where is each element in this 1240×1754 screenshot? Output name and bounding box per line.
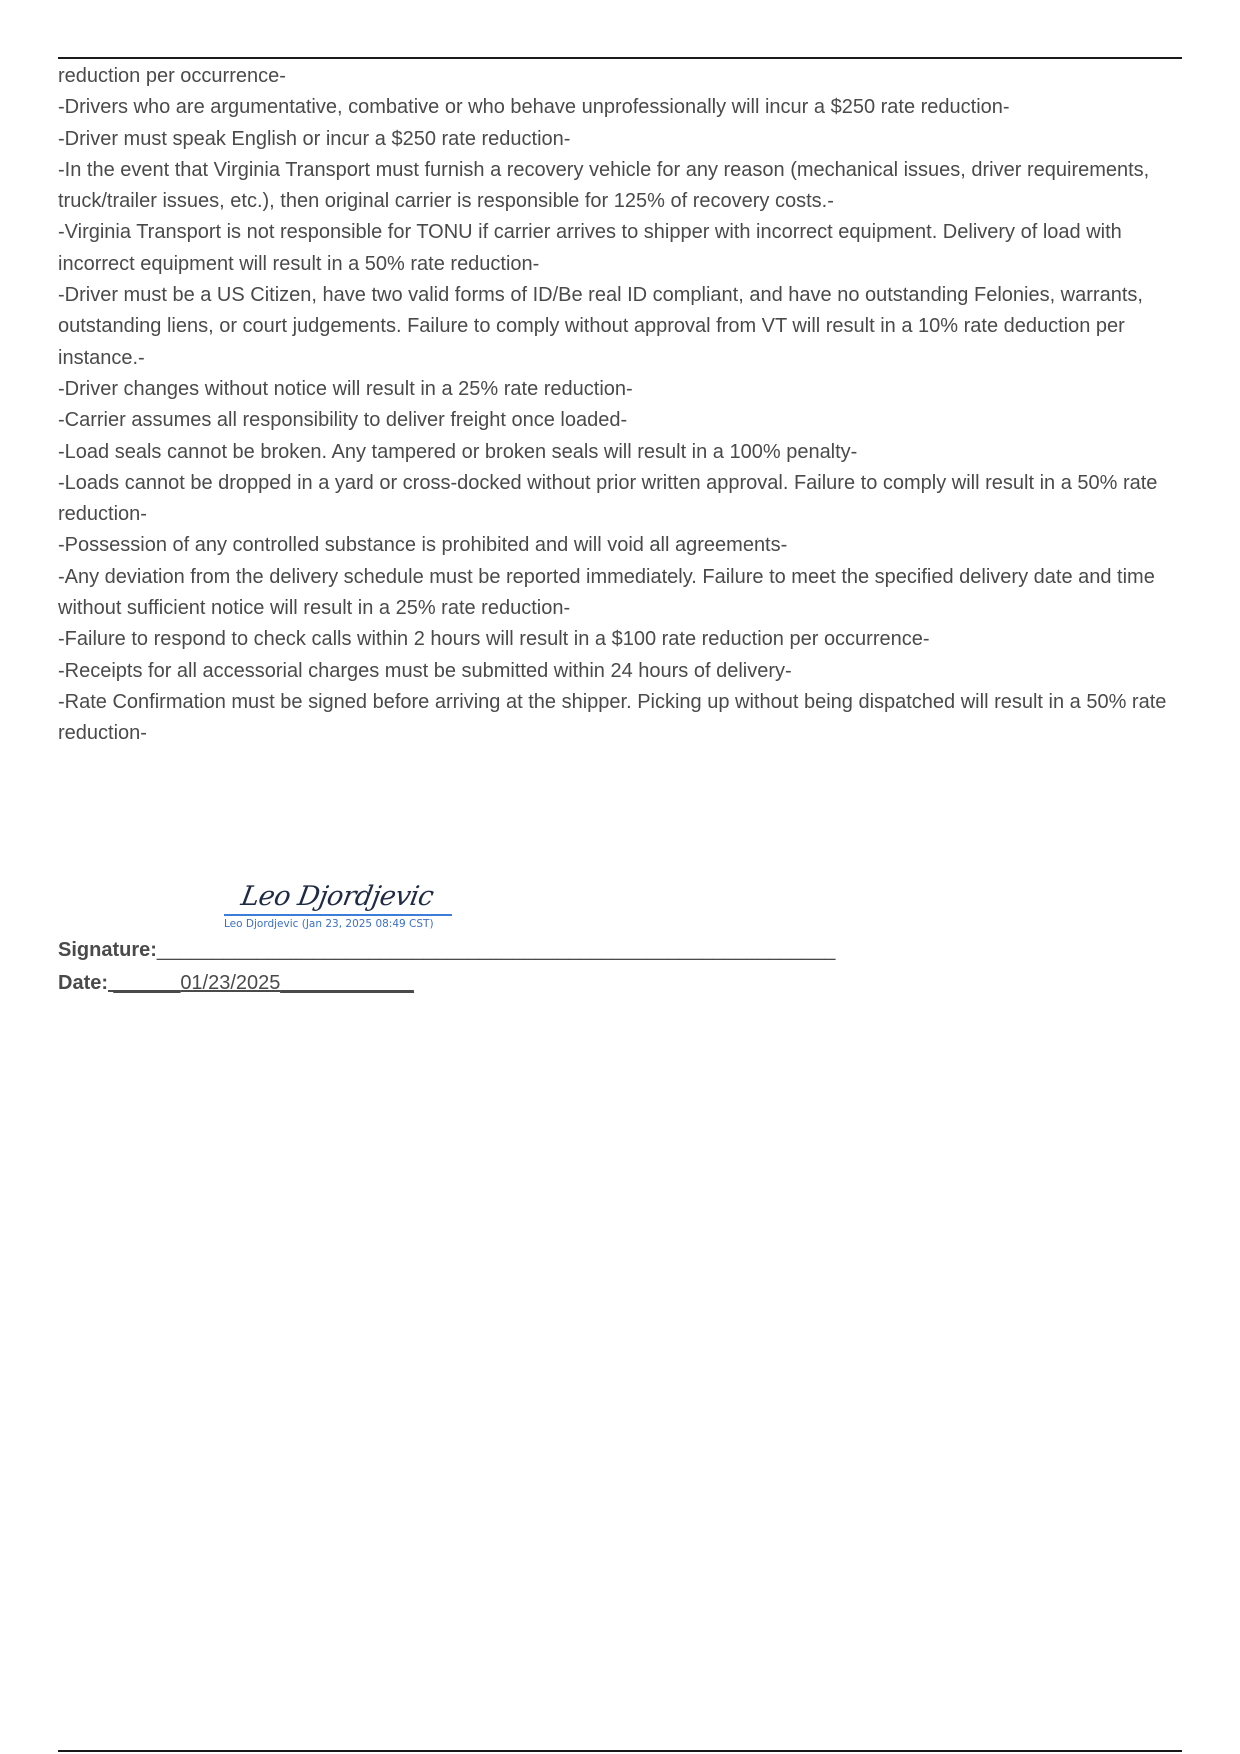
term-item: -Driver changes without notice will result in a 25% rate reduction- <box>58 377 633 400</box>
term-item: -Possession of any controlled substance is prohibited and will void all agreements- <box>58 534 788 557</box>
date-suffix: ____________ <box>280 972 414 994</box>
term-item: -Failure to respond to check calls within 2 hours will result in a $100 rate reduction per occurrence- <box>58 628 930 651</box>
term-item: -Driver must speak English or incur a $250 rate reduction- <box>58 127 571 150</box>
term-item: -Rate Confirmation must be signed before arriving at the shipper. Picking up without being dispatched will result in a 50% rate reduction- <box>58 690 1167 745</box>
term-item: reduction per occurrence- <box>58 65 286 87</box>
term-item: -Any deviation from the delivery schedule must be reported immediately. Failure to meet the specified delivery date and time without sufficient notice will result in a 25% rate reduction- <box>58 565 1155 620</box>
date-label: Date: <box>58 972 109 994</box>
signature-script: Leo Djordjevic <box>238 881 436 912</box>
term-item: -Carrier assumes all responsibility to deliver freight once loaded- <box>58 409 628 432</box>
date-line <box>58 970 414 996</box>
signature-caption: Leo Djordjevic (Jan 23, 2025 08:49 CST) <box>224 918 434 930</box>
terms-list <box>58 61 1188 750</box>
term-item: -Loads cannot be dropped in a yard or cross-docked without prior written approval. Failure to comply will result in a 50% rate reduction- <box>58 471 1158 526</box>
signature-line <box>58 937 835 963</box>
term-item: -Receipts for all accessorial charges must be submitted within 24 hours of delivery- <box>58 659 792 682</box>
bottom-rule <box>58 1750 1182 1752</box>
date-value: 01/23/2025 <box>180 972 281 994</box>
term-item: -Virginia Transport is not responsible for TONU if carrier arrives to shipper with incorrect equipment. Delivery of load with incorrect equipment will result in a 50% rate reduction- <box>58 221 1122 275</box>
top-rule <box>58 57 1182 59</box>
e-signature <box>224 878 454 930</box>
term-item: -Driver must be a US Citizen, have two valid forms of ID/Be real ID compliant, and have no outstanding Felonies, warrants, outstanding liens, or court judgements. Failure to comply without approval from VT will result in a 10% rate deduction per instance.- <box>58 284 1143 369</box>
term-item: -In the event that Virginia Transport must furnish a recovery vehicle for any reason (mechanical issues, driver requirements, truck/trailer issues, etc.), then original carrier is responsible for 125% of recovery costs.- <box>58 158 1150 213</box>
term-item: -Load seals cannot be broken. Any tampered or broken seals will result in a 100% penalty- <box>58 440 858 463</box>
signature-label: Signature: <box>58 939 157 961</box>
date-prefix: ______ <box>108 972 181 994</box>
term-item: -Drivers who are argumentative, combative or who behave unprofessionally will incur a $250 rate reduction- <box>58 96 1010 119</box>
signature-blank: _____________________________________________________________ <box>156 939 836 961</box>
